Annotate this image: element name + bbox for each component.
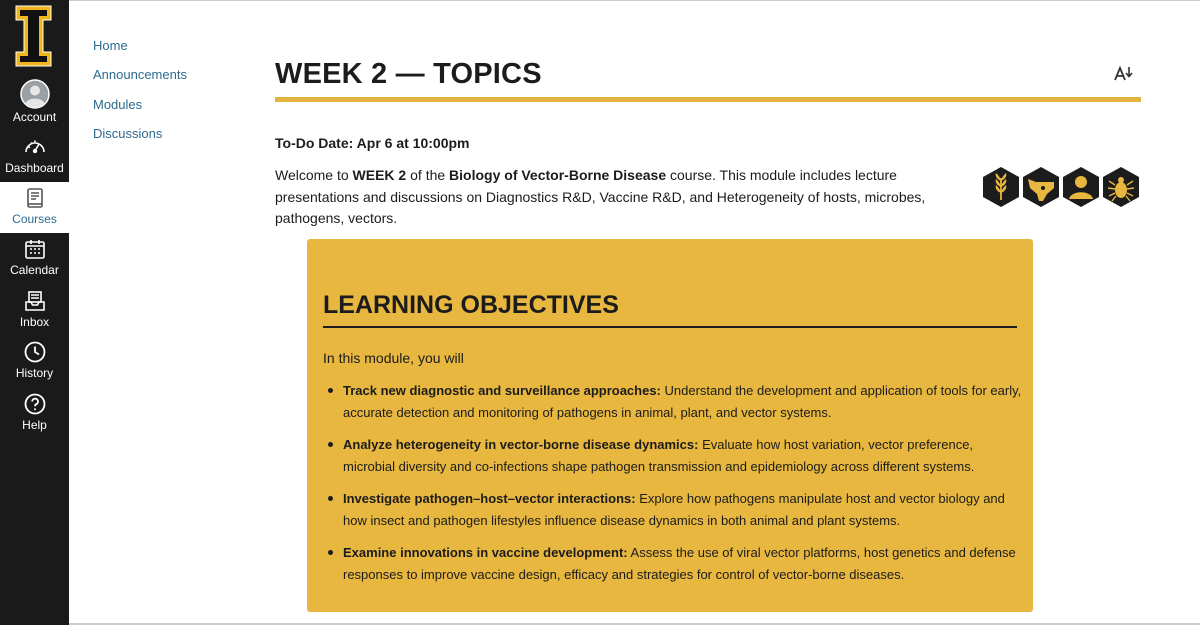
list-item: Examine innovations in vaccine development: Assess the use of viral vector platforms, host genetics and defense responses to improve vaccine design, efficacy and strategies for control of vector-borne diseases. [343,542,1023,586]
nav-label: Help [22,418,47,432]
nav-courses[interactable] [0,182,69,233]
nav-label: Account [12,110,57,124]
course-nav [93,38,187,156]
global-nav [0,0,69,625]
text-size-icon [1113,64,1135,84]
nav-label: History [15,366,54,380]
calendar-icon [0,237,69,263]
nav-account[interactable] [0,72,69,130]
objectives-title: LEARNING OBJECTIVES [323,291,619,319]
top-border [69,0,1200,1]
course-nav-modules[interactable]: Modules [93,96,143,112]
week-label: WEEK 2 [352,167,407,183]
page-title: WEEK 2 — TOPICS [275,58,542,90]
inbox-icon [0,289,69,315]
objectives-intro: In this module, you will [323,350,464,366]
bullet [328,442,333,447]
nav-calendar[interactable] [0,233,69,284]
bullet [328,550,333,555]
nav-label: Inbox [19,315,50,329]
speedometer-icon [0,135,69,161]
nav-help[interactable] [0,388,69,439]
avatar-icon [0,79,69,109]
text-size-button[interactable] [1113,64,1135,84]
objectives-divider [323,326,1017,328]
list-item: Track new diagnostic and surveillance approaches: Understand the development and application of tools for early, accurate detection and monitoring of pathogens in animal, plant, and vector systems. [343,380,1023,424]
nav-label: Dashboard [5,161,64,175]
nav-label: Calendar [10,263,59,277]
wheat-icon [983,167,1019,207]
bullet [328,496,333,501]
course-name: Biology of Vector-Borne Disease [449,167,667,183]
topic-icons [981,166,1141,208]
nav-dashboard[interactable] [0,131,69,182]
title-divider [275,97,1141,102]
person-icon [1063,167,1099,207]
nav-history[interactable] [0,336,69,387]
cow-icon [1023,167,1059,207]
course-nav-home[interactable]: Home [93,38,128,53]
university-logo[interactable] [15,5,52,67]
bullet [328,388,333,393]
clock-icon [0,340,69,366]
todo-date: To-Do Date: Apr 6 at 10:00pm [275,135,470,151]
course-nav-discussions[interactable]: Discussions [93,126,163,142]
course-nav-announcements[interactable]: Announcements [93,67,187,83]
list-item: Analyze heterogeneity in vector-borne disease dynamics: Evaluate how host variation, vector preference, microbial diversity and co-infections shape pathogen transmission and epidemiology across different systems. [343,434,1023,478]
objectives-list [343,380,1023,596]
tick-icon [1103,167,1139,207]
nav-label: Courses [12,212,57,226]
welcome-text: Welcome to WEEK 2 of the Biology of Vector-Borne Disease course. This module includes lecture presentations and discussions on Diagnostics R&D, Vaccine R&D, and Heterogeneity of hosts, microbes, pathogens, vectors. [275,167,926,226]
nav-inbox[interactable] [0,285,69,336]
list-item: Investigate pathogen–host–vector interactions: Explore how pathogens manipulate host and vector biology and how insect and pathogen lifestyles influence disease dynamics in both animal and plant systems. [343,488,1023,532]
learning-objectives-panel [307,239,1033,612]
book-icon [0,186,69,212]
question-icon [0,392,69,418]
